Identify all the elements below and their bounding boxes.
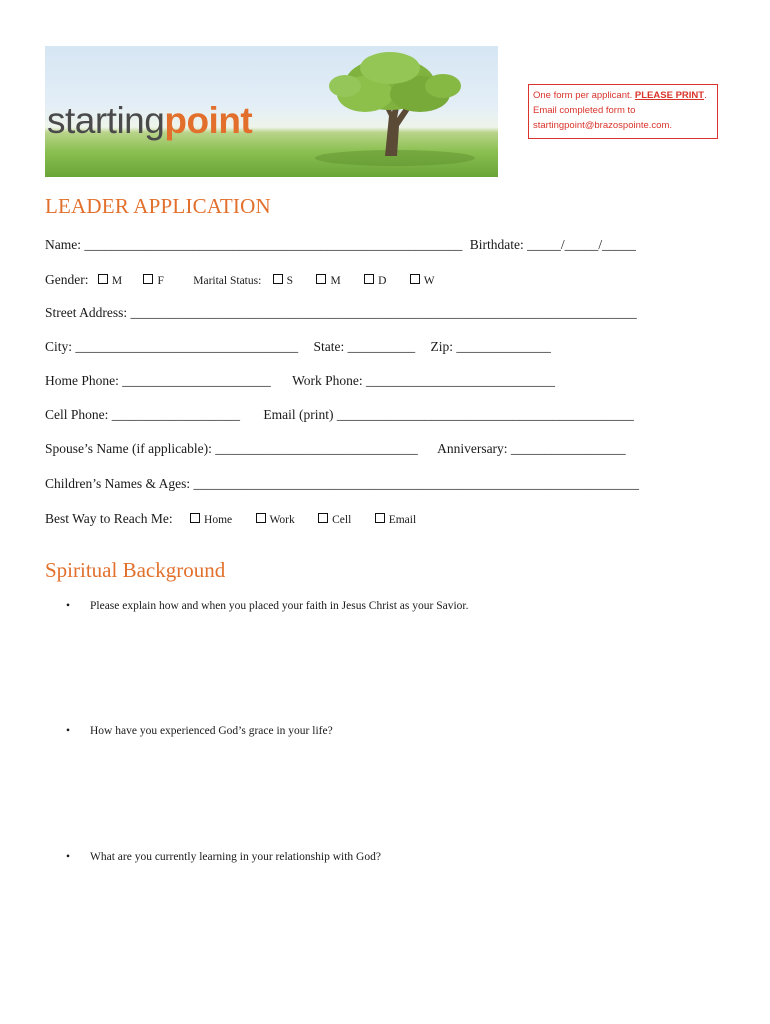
marital-d-option[interactable]: D	[364, 274, 386, 287]
work-phone-field[interactable]: Work Phone: ____________________________	[292, 373, 556, 388]
marital-status-label: Marital Status:	[193, 275, 262, 287]
cell-email-row	[45, 407, 634, 423]
gender-label: Gender:	[45, 272, 89, 287]
checkbox-icon[interactable]	[375, 513, 385, 523]
checkbox-icon[interactable]	[143, 274, 153, 284]
question-1	[66, 600, 468, 612]
checkbox-icon[interactable]	[256, 513, 266, 523]
logo-word-starting: starting	[47, 100, 165, 141]
question-2	[66, 725, 333, 737]
marital-w-option[interactable]: W	[410, 274, 435, 287]
checkbox-icon[interactable]	[273, 274, 283, 284]
section-title-spiritual-background: Spiritual Background	[45, 558, 226, 582]
notice-period: .	[704, 90, 707, 101]
gender-f-option[interactable]: F	[143, 274, 163, 287]
anniversary-field[interactable]: Anniversary: _________________	[437, 441, 626, 456]
street-address-field[interactable]: Street Address: ___________________________________________________________________________	[45, 305, 637, 320]
checkbox-icon[interactable]	[318, 513, 328, 523]
city-field[interactable]: City: _________________________________	[45, 339, 299, 354]
reach-work-option[interactable]: Work	[256, 513, 295, 526]
notice-line-2: Email completed form to	[533, 105, 636, 116]
checkbox-icon[interactable]	[410, 274, 420, 284]
bullet-icon: •	[66, 851, 71, 863]
name-field[interactable]: Name: ________________________________________________________	[45, 237, 463, 252]
question-3-text: What are you currently learning in your relationship with God?	[90, 851, 381, 863]
marital-m-option[interactable]: M	[316, 274, 340, 287]
reach-email-option[interactable]: Email	[375, 513, 416, 526]
question-3	[66, 851, 381, 863]
please-print-text: PLEASE PRINT	[634, 90, 705, 101]
spouse-row	[45, 441, 626, 457]
bullet-icon: •	[66, 600, 71, 612]
checkbox-icon[interactable]	[364, 274, 374, 284]
checkbox-icon[interactable]	[98, 274, 108, 284]
reach-row	[45, 511, 416, 527]
cell-phone-field[interactable]: Cell Phone: ___________________	[45, 407, 240, 422]
reach-cell-option[interactable]: Cell	[318, 513, 351, 526]
children-row	[45, 476, 639, 492]
question-1-text: Please explain how and when you placed your faith in Jesus Christ as your Savior.	[90, 600, 469, 612]
logo-word-point: point	[164, 100, 253, 141]
starting-point-logo	[47, 102, 252, 139]
notice-email: startingpoint@brazospointe.com.	[533, 120, 673, 131]
street-row	[45, 305, 637, 321]
reach-label: Best Way to Reach Me:	[45, 511, 173, 526]
spouse-name-field[interactable]: Spouse’s Name (if applicable): ______________________________	[45, 441, 418, 456]
name-row	[45, 237, 636, 253]
state-field[interactable]: State: __________	[313, 339, 416, 354]
email-field[interactable]: Email (print) ____________________________________________	[263, 407, 634, 422]
page-title: LEADER APPLICATION	[45, 194, 271, 218]
gender-m-option[interactable]: M	[98, 274, 122, 287]
phone-row	[45, 373, 555, 389]
checkbox-icon[interactable]	[316, 274, 326, 284]
children-field[interactable]: Children’s Names & Ages: __________________________________________________________________	[45, 476, 639, 491]
header-banner-image	[45, 46, 498, 177]
question-2-text: How have you experienced God’s grace in your life?	[90, 725, 333, 737]
birthdate-field[interactable]: Birthdate: _____/_____/_____	[469, 237, 636, 252]
gender-marital-row	[45, 272, 435, 288]
home-phone-field[interactable]: Home Phone: ______________________	[45, 373, 271, 388]
bullet-icon: •	[66, 725, 71, 737]
city-row	[45, 339, 551, 355]
instructions-box	[528, 84, 718, 139]
zip-field[interactable]: Zip: ______________	[430, 339, 551, 354]
notice-text: One form per applicant.	[533, 90, 635, 101]
marital-s-option[interactable]: S	[273, 274, 293, 287]
reach-home-option[interactable]: Home	[190, 513, 232, 526]
checkbox-icon[interactable]	[190, 513, 200, 523]
